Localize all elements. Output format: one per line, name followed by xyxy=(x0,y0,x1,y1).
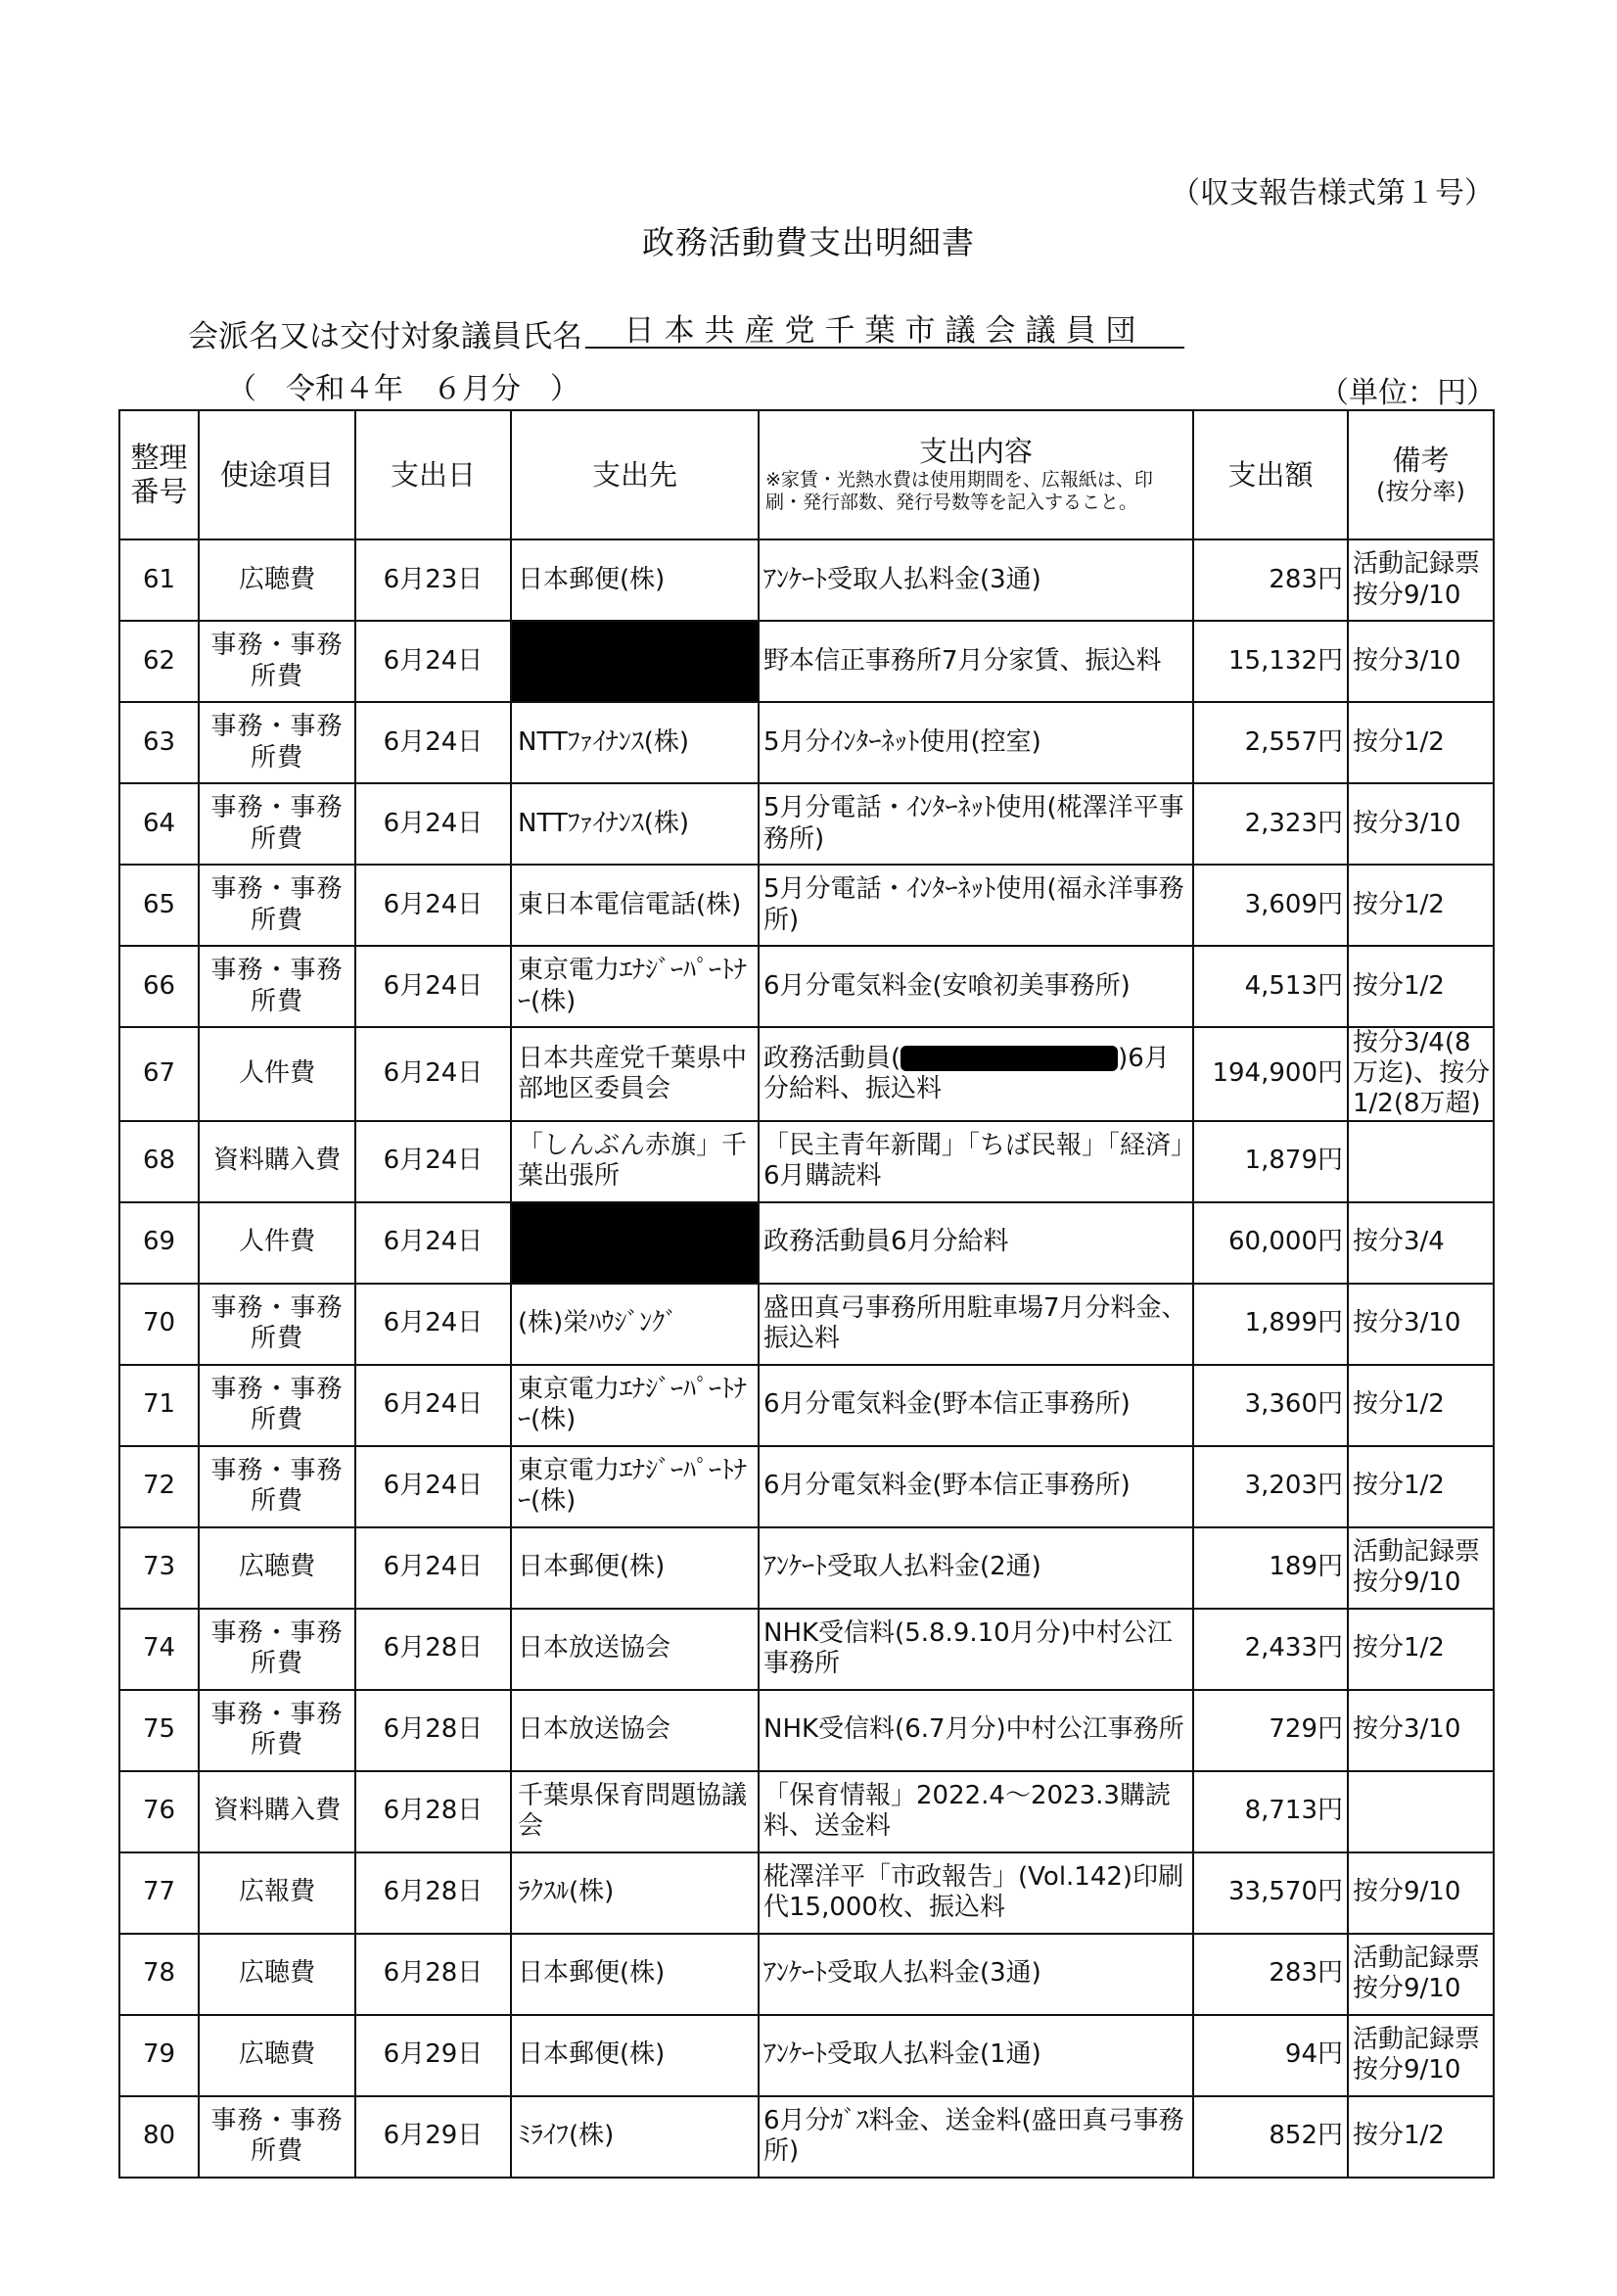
payee-cell: 日本郵便(株) xyxy=(511,1527,759,1609)
category-cell: 事務・事務所費 xyxy=(199,1446,355,1527)
date-cell: 6月28日 xyxy=(355,1852,511,1934)
date-cell: 6月24日 xyxy=(355,865,511,946)
date-cell: 6月24日 xyxy=(355,702,511,783)
table-row xyxy=(119,1852,1494,1934)
date-cell: 6月24日 xyxy=(355,783,511,865)
content-cell: ｱﾝｹｰﾄ受取人払料金(3通) xyxy=(759,1934,1193,2015)
content-cell: ｱﾝｹｰﾄ受取人払料金(3通) xyxy=(759,539,1193,621)
header-content xyxy=(759,410,1193,539)
table-row xyxy=(119,1121,1494,1202)
table-row xyxy=(119,783,1494,865)
category-cell: 人件費 xyxy=(199,1202,355,1284)
remarks-cell: 按分1/2 xyxy=(1348,1609,1494,1690)
row-number: 76 xyxy=(119,1771,199,1852)
amount-cell: 2,557円 xyxy=(1193,702,1348,783)
remarks-cell: 按分3/10 xyxy=(1348,1284,1494,1365)
amount-cell: 8,713円 xyxy=(1193,1771,1348,1852)
amount-cell: 1,879円 xyxy=(1193,1121,1348,1202)
date-cell: 6月24日 xyxy=(355,1202,511,1284)
redaction-box xyxy=(901,1046,1118,1071)
amount-cell: 1,899円 xyxy=(1193,1284,1348,1365)
report-period: （ 令和４年 ６月分 ） xyxy=(227,372,579,406)
content-cell: NHK受信料(6.7月分)中村公江事務所 xyxy=(759,1690,1193,1771)
remarks-cell: 活動記録票按分9/10 xyxy=(1348,2015,1494,2096)
date-cell: 6月24日 xyxy=(355,1284,511,1365)
table-row xyxy=(119,1202,1494,1284)
date-cell: 6月24日 xyxy=(355,1121,511,1202)
table-row xyxy=(119,1934,1494,2015)
amount-cell: 2,323円 xyxy=(1193,783,1348,865)
header-content-label: 支出内容 xyxy=(918,434,1033,468)
currency-unit: （単位：円） xyxy=(1319,376,1496,410)
amount-cell: 852円 xyxy=(1193,2096,1348,2178)
category-cell: 事務・事務所費 xyxy=(199,621,355,702)
date-cell: 6月24日 xyxy=(355,621,511,702)
amount-cell: 60,000円 xyxy=(1193,1202,1348,1284)
header-content-note: ※家賃・光熱水費は使用期間を、広報紙は、印刷・発行部数、発行号数等を記入すること。 xyxy=(765,468,1153,514)
amount-cell: 729円 xyxy=(1193,1690,1348,1771)
content-cell: NHK受信料(5.8.9.10月分)中村公江事務所 xyxy=(759,1609,1193,1690)
expense-table xyxy=(118,409,1495,2179)
table-header-row xyxy=(119,410,1494,539)
remarks-cell: 按分3/10 xyxy=(1348,1690,1494,1771)
table-row xyxy=(119,1284,1494,1365)
header-remarks-sub: (按分率) xyxy=(1376,478,1465,505)
remarks-cell: 按分1/2 xyxy=(1348,702,1494,783)
payee-cell: ﾗｸｽﾙ(株) xyxy=(511,1852,759,1934)
amount-cell: 283円 xyxy=(1193,1934,1348,2015)
row-number: 73 xyxy=(119,1527,199,1609)
date-cell: 6月28日 xyxy=(355,1609,511,1690)
header-no-label: 整理番号 xyxy=(130,441,188,508)
amount-cell: 94円 xyxy=(1193,2015,1348,2096)
row-number: 77 xyxy=(119,1852,199,1934)
category-cell: 広聴費 xyxy=(199,539,355,621)
remarks-cell: 按分3/10 xyxy=(1348,783,1494,865)
content-suffix: )6月分給料、振込料 xyxy=(763,1043,1170,1103)
header-date: 支出日 xyxy=(355,410,511,539)
content-cell: 5月分電話・ｲﾝﾀｰﾈｯﾄ使用(福永洋事務所) xyxy=(759,865,1193,946)
remarks-cell: 按分1/2 xyxy=(1348,2096,1494,2178)
category-cell: 広聴費 xyxy=(199,1527,355,1609)
payee-cell: NTTﾌｧｲﾅﾝｽ(株) xyxy=(511,702,759,783)
header-amount: 支出額 xyxy=(1193,410,1348,539)
table-row xyxy=(119,702,1494,783)
party-label: 会派名又は交付対象議員氏名 xyxy=(188,319,582,354)
date-cell: 6月23日 xyxy=(355,539,511,621)
content-cell: ｱﾝｹｰﾄ受取人払料金(1通) xyxy=(759,2015,1193,2096)
content-cell xyxy=(759,1027,1193,1121)
content-cell: 6月分電気料金(野本信正事務所) xyxy=(759,1446,1193,1527)
content-cell: 5月分電話・ｲﾝﾀｰﾈｯﾄ使用(椛澤洋平事務所) xyxy=(759,783,1193,865)
payee-redacted-cell xyxy=(511,1202,759,1284)
table-row xyxy=(119,1027,1494,1121)
payee-cell: 日本共産党千葉県中部地区委員会 xyxy=(511,1027,759,1121)
remarks-cell: 活動記録票按分9/10 xyxy=(1348,1934,1494,2015)
table-row xyxy=(119,946,1494,1027)
category-cell: 広聴費 xyxy=(199,1934,355,2015)
payee-cell: 東日本電信電話(株) xyxy=(511,865,759,946)
category-cell: 資料購入費 xyxy=(199,1121,355,1202)
row-number: 68 xyxy=(119,1121,199,1202)
table-row xyxy=(119,1446,1494,1527)
category-cell: 事務・事務所費 xyxy=(199,1609,355,1690)
payee-redacted-cell xyxy=(511,621,759,702)
row-number: 72 xyxy=(119,1446,199,1527)
remarks-cell: 活動記録票按分9/10 xyxy=(1348,1527,1494,1609)
row-number: 62 xyxy=(119,621,199,702)
row-number: 66 xyxy=(119,946,199,1027)
date-cell: 6月29日 xyxy=(355,2015,511,2096)
amount-cell: 3,609円 xyxy=(1193,865,1348,946)
date-cell: 6月28日 xyxy=(355,1771,511,1852)
row-number: 75 xyxy=(119,1690,199,1771)
row-number: 65 xyxy=(119,865,199,946)
row-number: 79 xyxy=(119,2015,199,2096)
category-cell: 資料購入費 xyxy=(199,1771,355,1852)
header-payee: 支出先 xyxy=(511,410,759,539)
date-cell: 6月24日 xyxy=(355,1446,511,1527)
remarks-cell: 按分3/4 xyxy=(1348,1202,1494,1284)
date-cell: 6月24日 xyxy=(355,1527,511,1609)
payee-cell: NTTﾌｧｲﾅﾝｽ(株) xyxy=(511,783,759,865)
category-cell: 事務・事務所費 xyxy=(199,946,355,1027)
payee-cell: 日本放送協会 xyxy=(511,1609,759,1690)
category-cell: 広報費 xyxy=(199,1852,355,1934)
header-category: 使途項目 xyxy=(199,410,355,539)
remarks-cell: 按分1/2 xyxy=(1348,865,1494,946)
remarks-cell: 按分1/2 xyxy=(1348,1365,1494,1446)
amount-cell: 33,570円 xyxy=(1193,1852,1348,1934)
category-cell: 人件費 xyxy=(199,1027,355,1121)
amount-cell: 189円 xyxy=(1193,1527,1348,1609)
row-number: 63 xyxy=(119,702,199,783)
category-cell: 事務・事務所費 xyxy=(199,702,355,783)
table-row xyxy=(119,621,1494,702)
remarks-cell: 按分3/10 xyxy=(1348,621,1494,702)
payee-cell: 東京電力ｴﾅｼﾞｰﾊﾟｰﾄﾅｰ(株) xyxy=(511,1446,759,1527)
content-prefix: 政務活動員( xyxy=(763,1043,901,1073)
category-cell: 事務・事務所費 xyxy=(199,1284,355,1365)
payee-cell: ﾐﾗｲﾌ(株) xyxy=(511,2096,759,2178)
header-remarks-label: 備考 xyxy=(1392,444,1450,478)
header-no xyxy=(119,410,199,539)
amount-cell: 3,360円 xyxy=(1193,1365,1348,1446)
remarks-cell: 按分1/2 xyxy=(1348,946,1494,1027)
table-row xyxy=(119,1527,1494,1609)
remarks-cell xyxy=(1348,1771,1494,1852)
amount-cell: 15,132円 xyxy=(1193,621,1348,702)
content-cell: 5月分ｲﾝﾀｰﾈｯﾄ使用(控室) xyxy=(759,702,1193,783)
row-number: 78 xyxy=(119,1934,199,2015)
row-number: 64 xyxy=(119,783,199,865)
remarks-cell xyxy=(1348,1121,1494,1202)
content-cell: 盛田真弓事務所用駐車場7月分料金、振込料 xyxy=(759,1284,1193,1365)
content-cell: 6月分電気料金(安喰初美事務所) xyxy=(759,946,1193,1027)
content-cell: 政務活動員6月分給料 xyxy=(759,1202,1193,1284)
header-remarks xyxy=(1348,410,1494,539)
amount-cell: 283円 xyxy=(1193,539,1348,621)
payee-cell: 東京電力ｴﾅｼﾞｰﾊﾟｰﾄﾅｰ(株) xyxy=(511,946,759,1027)
payee-cell: 日本郵便(株) xyxy=(511,2015,759,2096)
content-cell: 6月分電気料金(野本信正事務所) xyxy=(759,1365,1193,1446)
table-row xyxy=(119,865,1494,946)
table-row xyxy=(119,2096,1494,2178)
payee-cell: (株)栄ﾊｳｼﾞﾝｸﾞ xyxy=(511,1284,759,1365)
category-cell: 事務・事務所費 xyxy=(199,865,355,946)
category-cell: 広聴費 xyxy=(199,2015,355,2096)
category-cell: 事務・事務所費 xyxy=(199,2096,355,2178)
remarks-cell: 按分9/10 xyxy=(1348,1852,1494,1934)
amount-cell: 194,900円 xyxy=(1193,1027,1348,1121)
row-number: 61 xyxy=(119,539,199,621)
row-number: 74 xyxy=(119,1609,199,1690)
date-cell: 6月24日 xyxy=(355,1027,511,1121)
date-cell: 6月24日 xyxy=(355,1365,511,1446)
category-cell: 事務・事務所費 xyxy=(199,783,355,865)
remarks-cell: 活動記録票按分9/10 xyxy=(1348,539,1494,621)
payee-cell: 日本郵便(株) xyxy=(511,539,759,621)
payee-cell: 東京電力ｴﾅｼﾞｰﾊﾟｰﾄﾅｰ(株) xyxy=(511,1365,759,1446)
payee-cell: 千葉県保育問題協議会 xyxy=(511,1771,759,1852)
table-row xyxy=(119,1690,1494,1771)
party-name: 日本共産党千葉市議会議員団 xyxy=(585,305,1184,349)
table-row xyxy=(119,1771,1494,1852)
row-number: 70 xyxy=(119,1284,199,1365)
row-number: 80 xyxy=(119,2096,199,2178)
table-row xyxy=(119,1609,1494,1690)
content-cell: ｱﾝｹｰﾄ受取人払料金(2通) xyxy=(759,1527,1193,1609)
row-number: 69 xyxy=(119,1202,199,1284)
form-number: （収支報告様式第１号） xyxy=(1171,176,1494,211)
date-cell: 6月24日 xyxy=(355,946,511,1027)
content-cell: 「保育情報」2022.4～2023.3購読料、送金料 xyxy=(759,1771,1193,1852)
remarks-cell: 按分1/2 xyxy=(1348,1446,1494,1527)
payee-cell: 日本郵便(株) xyxy=(511,1934,759,2015)
content-cell: 「民主青年新聞」「ちば民報」「経済」6月購読料 xyxy=(759,1121,1193,1202)
remarks-cell: 按分3/4(8万迄)、按分1/2(8万超) xyxy=(1348,1027,1494,1121)
category-cell: 事務・事務所費 xyxy=(199,1365,355,1446)
date-cell: 6月28日 xyxy=(355,1690,511,1771)
table-row xyxy=(119,539,1494,621)
amount-cell: 3,203円 xyxy=(1193,1446,1348,1527)
row-number: 67 xyxy=(119,1027,199,1121)
category-cell: 事務・事務所費 xyxy=(199,1690,355,1771)
date-cell: 6月29日 xyxy=(355,2096,511,2178)
payee-cell: 「しんぶん赤旗」千葉出張所 xyxy=(511,1121,759,1202)
amount-cell: 2,433円 xyxy=(1193,1609,1348,1690)
document-title: 政務活動費支出明細書 xyxy=(642,223,975,261)
table-row xyxy=(119,2015,1494,2096)
payee-cell: 日本放送協会 xyxy=(511,1690,759,1771)
content-cell: 椛澤洋平「市政報告」(Vol.142)印刷代15,000枚、振込料 xyxy=(759,1852,1193,1934)
amount-cell: 4,513円 xyxy=(1193,946,1348,1027)
content-cell: 野本信正事務所7月分家賃、振込料 xyxy=(759,621,1193,702)
content-cell: 6月分ｶﾞｽ料金、送金料(盛田真弓事務所) xyxy=(759,2096,1193,2178)
date-cell: 6月28日 xyxy=(355,1934,511,2015)
table-row xyxy=(119,1365,1494,1446)
row-number: 71 xyxy=(119,1365,199,1446)
